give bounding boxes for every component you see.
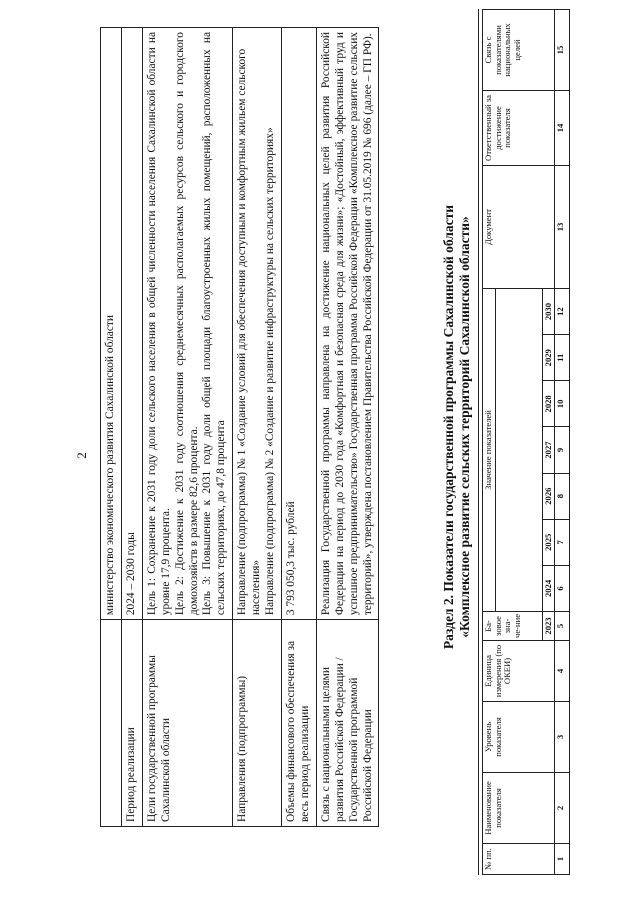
year-cell: 2026 [542, 473, 555, 519]
year-cell: 2024 [542, 565, 555, 611]
header-responsible: Ответственный за достижение показателя [483, 91, 555, 166]
column-number: 6 [555, 565, 570, 611]
passport-value [281, 28, 316, 620]
passport-row-responsible [101, 28, 122, 827]
column-number: 8 [555, 473, 570, 519]
passport-value [142, 28, 232, 620]
year-cell: 2030 [542, 289, 555, 335]
column-number: 2 [555, 773, 570, 844]
column-number: 14 [555, 91, 570, 166]
passport-value [316, 28, 379, 620]
passport-row-funding [281, 28, 316, 827]
year-cell: 2029 [542, 335, 555, 381]
column-number: 4 [555, 641, 570, 702]
header-unit: Единица измерения (по ОКЕИ) [483, 641, 555, 702]
column-number: 15 [555, 10, 570, 91]
column-number: 5 [555, 612, 570, 641]
indicators-table [482, 9, 570, 875]
passport-value [233, 28, 282, 620]
column-number: 13 [555, 166, 570, 289]
header-level: Уровень показателя [483, 702, 555, 773]
base-year: 2023 [542, 612, 555, 641]
funding-amount: 3 793 050,3 тыс. рублей [284, 501, 297, 616]
passport-key: Объемы финансового обеспечения за весь период реализации [281, 620, 316, 827]
header-link: Связь с показателями национальных целей [483, 10, 555, 91]
year-cell: 2028 [542, 381, 555, 427]
column-number: 12 [555, 289, 570, 335]
column-number: 9 [555, 427, 570, 473]
header-document: Документ [483, 166, 555, 289]
column-number: 11 [555, 335, 570, 381]
passport-value-line: министерство экономического развития Сахалинской области [104, 315, 116, 616]
table-top-rule [478, 9, 479, 875]
passport-row-national-goals [316, 28, 379, 827]
program-passport-table [100, 27, 379, 827]
header-name: Наименование показателя [483, 773, 555, 844]
passport-key: Период реализации [121, 620, 142, 827]
column-number-row [555, 10, 570, 875]
year-cell: 2027 [542, 427, 555, 473]
header-base-value: Ба-зовое зна-че-ние [483, 612, 543, 641]
direction-2: Направление (подпрограмма) № 2 «Создание и развитие инфраструктуры на сельских территориях» [264, 127, 277, 616]
year-cell: 2025 [542, 519, 555, 565]
column-number: 10 [555, 381, 570, 427]
goal-3: Цель 3: Повышение к 2031 году доли общей площади благоустроенных жилых помещений, расположенных на сельских территориях, до 47,8 процента [201, 32, 228, 616]
page-number: 2 [74, 452, 89, 459]
goal-1: Цель 1: Сохранение к 2031 году доли сельского населения в общей численности населения Сахалинской области на уровне 17,9 процента. [145, 32, 172, 616]
goal-2: Цель 2: Достижение к 2031 году соотношения среднемесячных располагаемых ресурсов сельского и городского домохозяйств в размере 82,6 процента. [173, 32, 200, 616]
header-values-group: Значение показателей [483, 289, 496, 612]
column-number: 7 [555, 519, 570, 565]
passport-key: Связь с национальными целями развития Российской Федерации / Государственной программой Российской Федерации [316, 620, 379, 827]
direction-1: Направление (подпрограмма) № 1 «Создание условий для обеспечения доступным и комфортным жильем сельского населения» [236, 48, 263, 616]
indicators-header-row [483, 10, 496, 875]
values-group-space [495, 289, 542, 612]
passport-key [101, 620, 122, 827]
header-num: № пп. [483, 844, 555, 875]
passport-row-period [121, 28, 142, 827]
passport-row-goals [142, 28, 232, 827]
passport-value [101, 28, 122, 620]
passport-key: Направления (подпрограммы) [233, 620, 282, 827]
passport-value-line: 2024 – 2030 годы [124, 532, 137, 616]
section-2-subtitle: «Комплексное развитие сельских территорий Сахалинской области» [457, 216, 472, 638]
column-number: 3 [555, 702, 570, 773]
passport-key: Цели государственной программы Сахалинской области [142, 620, 232, 827]
passport-value [121, 28, 142, 620]
column-number: 1 [555, 844, 570, 875]
passport-row-directions [233, 28, 282, 827]
section-2-title: Раздел 2. Показатели государственной программы Сахалинской области [441, 204, 456, 650]
national-goals-text: Реализация Государственной программы направлена на достижение национальных целей развития Российской Федерации на период до 2030 года «Комфортная и безопасная среда для жизни»; «Достойный, эффективный труд и успешное предпринимательство» Государственная программа Российской Федерации «Комплексное развитие сельских территорий», утверждена постановлением Правительства Российской Федерации от 31.05.2019 № 696 (далее – ГП РФ). [319, 32, 374, 616]
